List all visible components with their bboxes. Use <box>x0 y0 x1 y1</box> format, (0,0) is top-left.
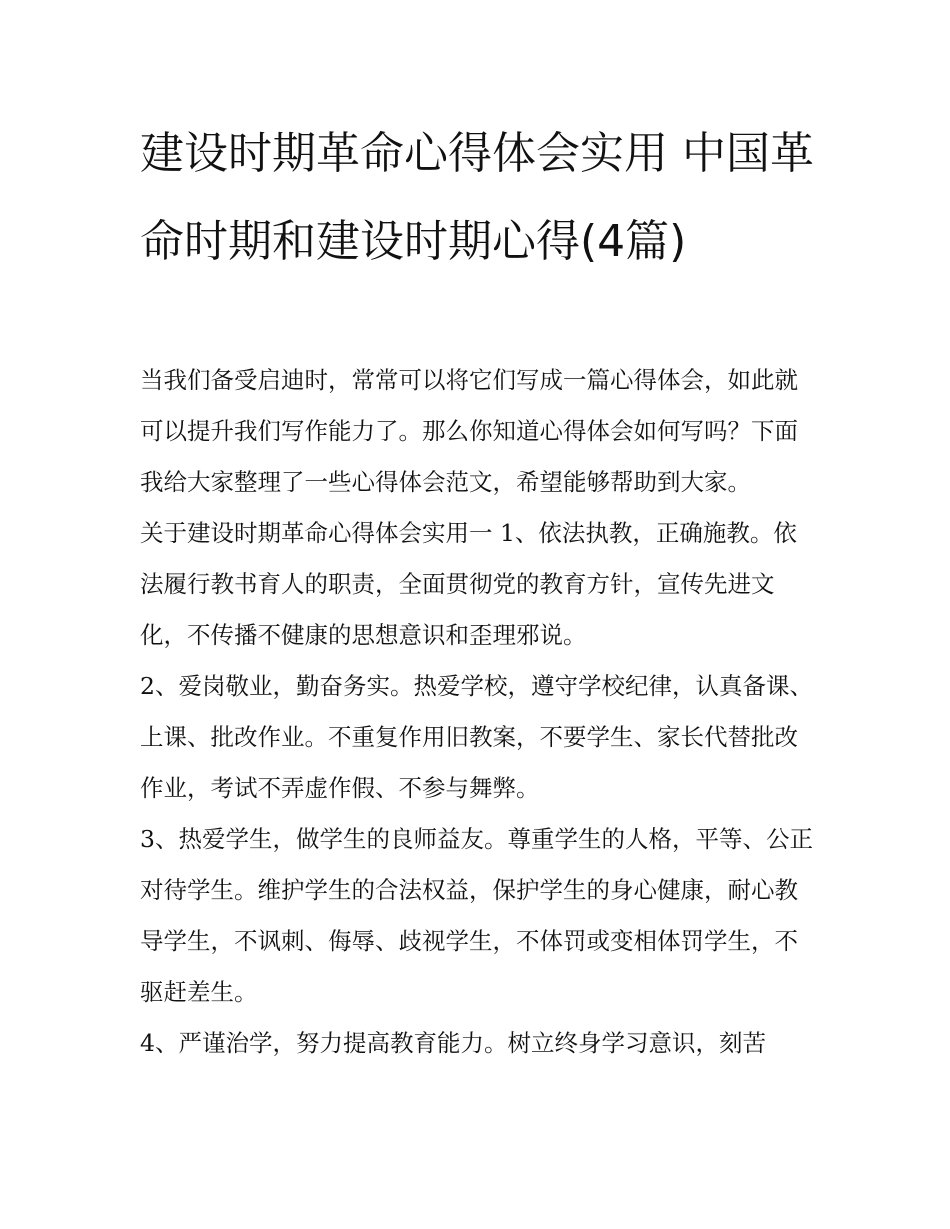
body-paragraph: 关于建设时期革命心得体会实用一 1、依法执教，正确施教。依法履行教书育人的职责，全面贯彻党的教育方针，宣传先进文化，不传播不健康的思想意识和歪理邪说。 <box>140 519 797 649</box>
body-paragraph: 2、爱岗敬业，勤奋务实。热爱学校，遵守学校纪律，认真备课、上课、批改作业。不重复作用旧教案，不要学生、家长代替批改作业，考试不弄虚作假、不参与舞弊。 <box>140 672 813 802</box>
body-paragraph: 4、严谨治学，努力提高教育能力。树立终身学习意识，刻苦 <box>140 1029 766 1057</box>
intro-paragraph: 当我们备受启迪时，常常可以将它们写成一篇心得体会，如此就可以提升我们写作能力了。那么你知道心得体会如何写吗？下面我给大家整理了一些心得体会范文，希望能够帮助到大家。 <box>140 366 798 496</box>
document-title: 建设时期革命心得体会实用 中国革命时期和建设时期心得(4篇) <box>140 128 814 267</box>
document-body <box>140 355 820 1069</box>
body-paragraph: 3、热爱学生，做学生的良师益友。尊重学生的人格，平等、公正对待学生。维护学生的合法权益，保护学生的身心健康，耐心教导学生，不讽刺、侮辱、歧视学生，不体罚或变相体罚学生，不驱赶差生。 <box>140 825 813 1006</box>
